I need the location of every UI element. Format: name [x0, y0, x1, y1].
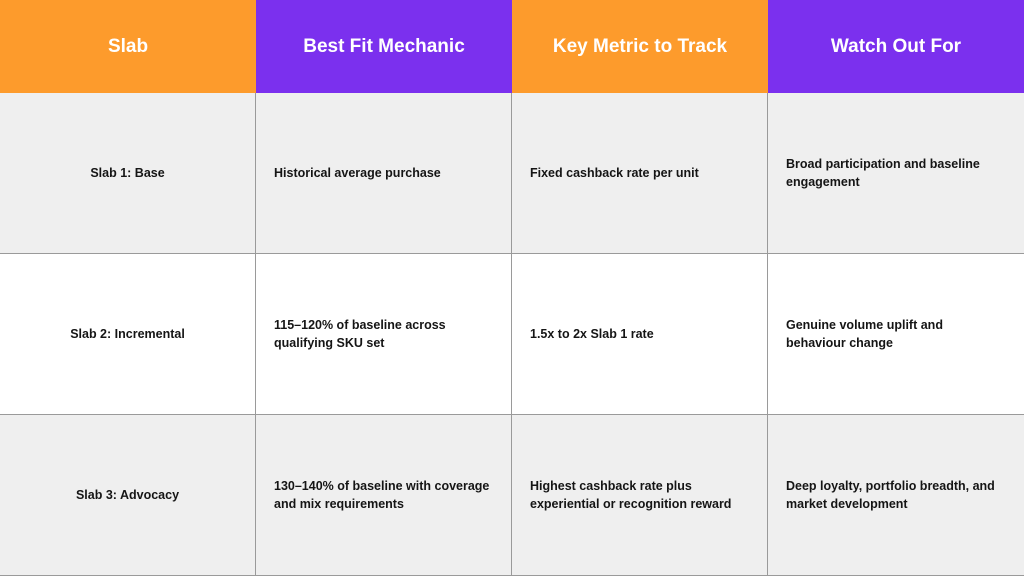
watch-text: Deep loyalty, portfolio breadth, and market development [786, 479, 995, 511]
metric-cell [512, 254, 768, 415]
metric-cell [512, 93, 768, 254]
mechanic-cell [256, 415, 512, 576]
slab-cell [0, 254, 256, 415]
slab-label: Slab 2: Incremental [70, 327, 185, 341]
watch-text: Broad participation and baseline engagement [786, 157, 980, 189]
watch-text: Genuine volume uplift and behaviour change [786, 318, 943, 350]
mechanic-text: 130–140% of baseline with coverage and mix requirements [274, 479, 490, 511]
slab-label: Slab 1: Base [90, 166, 165, 180]
watch-cell [768, 254, 1024, 415]
header-key-metric: Key Metric to Track [512, 0, 768, 93]
watch-cell [768, 415, 1024, 576]
header-slab: Slab [0, 0, 256, 93]
slab-label: Slab 3: Advocacy [75, 488, 180, 502]
metric-text: Highest cashback rate plus experiential or recognition reward [530, 479, 732, 511]
mechanic-cell [256, 254, 512, 415]
watch-cell [768, 93, 1024, 254]
mechanic-cell [256, 93, 512, 254]
slab-cell [0, 93, 256, 254]
metric-text: 1.5x to 2x Slab 1 rate [530, 327, 654, 341]
mechanic-text: 115–120% of baseline across qualifying SKU set [274, 318, 446, 350]
header-watch-out-for: Watch Out For [768, 0, 1024, 93]
metric-text: Fixed cashback rate per unit [530, 166, 699, 180]
header-best-fit-mechanic: Best Fit Mechanic [256, 0, 512, 93]
mechanic-text: Historical average purchase [274, 166, 441, 180]
metric-cell [512, 415, 768, 576]
slab-cell [0, 415, 256, 576]
